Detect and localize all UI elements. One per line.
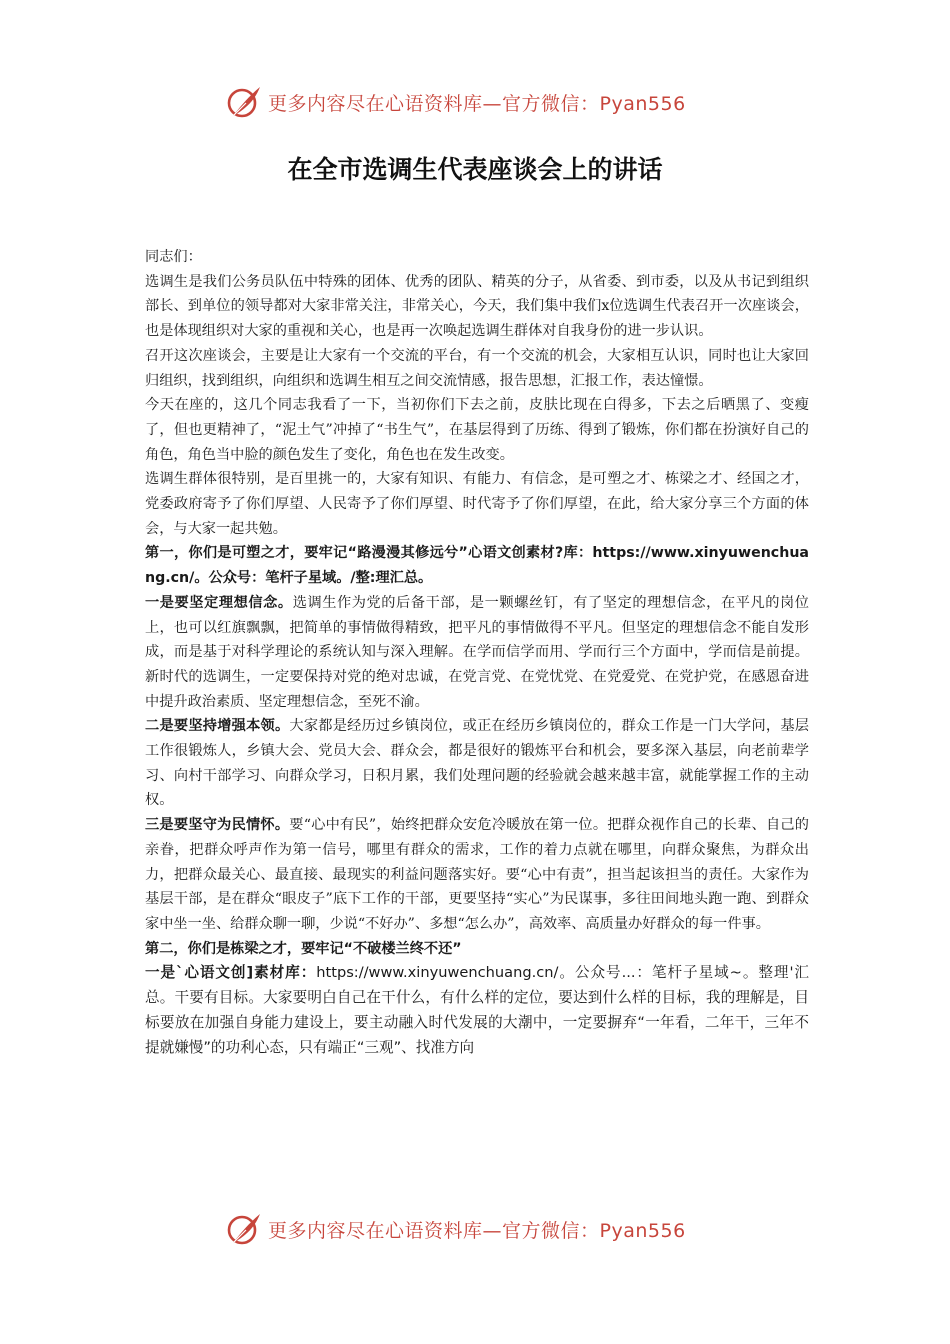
point-lead: 一是`心语文创]素材库： (145, 964, 317, 982)
point-body: 要“心中有民”，始终把群众安危冷暖放在第一位。把群众视作自己的长辈、自己的亲眷，把群众呼声作为第一信号，哪里有群众的需求，工作的着力点就在哪里，向群众聚焦，为群众出力，把群众最关心、最直接、最现实的利益问题落实好。要“心中有责”，担当起该担当的责任。大家作为基层干部，是在群众“眼皮子”底下工作的干部，更要坚持“实心”为民谋事，多往田间地头跑一跑、到群众家中坐一坐、给群众聊一聊，少说“不好办”、多想“怎么办”，高效率、高质量办好群众的每一件事。 (145, 817, 809, 932)
point-paragraph (145, 961, 809, 1060)
footer-watermark (226, 1209, 686, 1249)
watermark-text: 更多内容尽在心语资料库—官方微信：Pyan556 (268, 1219, 686, 1242)
document-title: 在全市选调生代表座谈会上的讲话 (287, 155, 663, 184)
paragraph: 召开这次座谈会，主要是让大家有一个交流的平台，有一个交流的机会，大家相互认识，同时也让大家回归组织，找到组织，向组织和选调生相互之间交流情感，报告思想，汇报工作，表达憧憬。 (145, 347, 809, 389)
point-lead: 一是要坚定理想信念。 (145, 594, 293, 611)
section-heading-1: 第一，你们是可塑之才，要牢记“路漫漫其修远兮”心语文创素材?库：https://www.xinyuwenchuang.cn/。公众号：笔杆子星域。/整:理汇总。 (145, 545, 809, 587)
watermark-text: 更多内容尽在心语资料库—官方微信：Pyan556 (268, 92, 686, 115)
document-body (145, 245, 809, 1060)
point-body: 选调生作为党的后备干部，是一颗螺丝钉，有了坚定的理想信念，在平凡的岗位上，也可以红旗飘飘，把简单的事情做得精致，把平凡的事情做得不平凡。但坚定的理想信念不能自发形成，而是基于对科学理论的系统认知与深入理解。在学而信学而用、学而行三个方面中，学而信是前提。新时代的选调生，一定要保持对党的绝对忠诚，在党言党、在党忧党、在党爱党、在党护党，在感恩奋进中提升政治素质、坚定理想信念，至死不渝。 (145, 594, 809, 710)
salutation: 同志们： (145, 249, 202, 265)
paragraph: 选调生是我们公务员队伍中特殊的团体、优秀的团队、精英的分子，从省委、到市委，以及从书记到组织部长、到单位的领导都对大家非常关注，非常关心，今天，我们集中我们x位选调生代表召开一次座谈会，也是体现组织对大家的重视和关心，也是再一次唤起选调生群体对自我身份的进一步认识。 (145, 273, 809, 340)
paragraph: 今天在座的，这几个同志我看了一下，当初你们下去之前，皮肤比现在白得多，下去之后晒黑了、变瘦了，但也更精神了，“泥土气”冲掉了“书生气”，在基层得到了历练、得到了锻炼，你们都在扮演好自己的角色，角色当中脸的颜色发生了变化，角色也在发生改变。 (145, 397, 809, 463)
section-heading-2: 第二，你们是栋梁之才，要牢记“不破楼兰终不还” (145, 940, 462, 957)
point-body: 大家都是经历过乡镇岗位，或正在经历乡镇岗位的，群众工作是一门大学问，基层工作很锻炼人，乡镇大会、党员大会、群众会，都是很好的锻炼平台和机会，要多深入基层，向老前辈学习、向村干部学习、向群众学习，日积月累，我们处理问题的经验就会越来越丰富，就能掌握工作的主动权。 (145, 718, 809, 809)
paragraph: 选调生群体很特别，是百里挑一的，大家有知识、有能力、有信念，是可塑之才、栋梁之才、经国之才，党委政府寄予了你们厚望、人民寄予了你们厚望、时代寄予了你们厚望，在此，给大家分享三个方面的体会，与大家一起共勉。 (145, 471, 809, 537)
point-body: 。公众号...：笔杆子星域~。整理'汇总。干要有目标。大家要明白自己在干什么，有什么样的定位，要达到什么样的目标，我的理解是，目标要放在加强自身能力建设上，要主动融入时代发展的大潮中，一定要摒弃“一年看，二年干，三年不提就嫌慢”的功利心态，只有端正“三观”、找准方向 (145, 964, 809, 1056)
point-paragraph (145, 813, 809, 937)
quill-logo-icon (226, 83, 264, 121)
point-paragraph (145, 591, 809, 715)
quill-logo-icon (226, 1210, 264, 1248)
point-paragraph (145, 714, 809, 813)
point-url: https://www.xinyuwenchuang.cn/ (316, 964, 559, 982)
point-lead: 三是要坚守为民情怀。 (145, 817, 290, 834)
point-lead: 二是要坚持增强本领。 (145, 718, 290, 735)
header-watermark (226, 82, 686, 122)
